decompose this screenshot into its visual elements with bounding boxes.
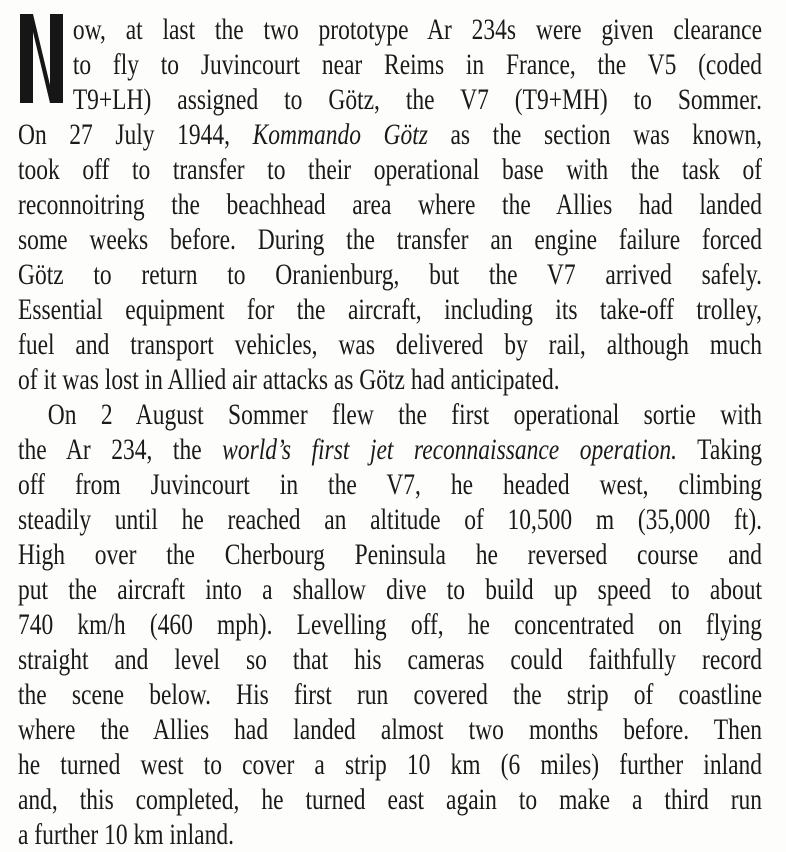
paragraph-2-line-7 — [18, 607, 762, 642]
text-segment: ow, at last the two prototype Ar 234s were given clearance — [72, 13, 763, 46]
text-segment: On 2 August Sommer flew the first operational sortie with — [47, 398, 763, 431]
text-segment: a further 10 km inland. — [18, 818, 234, 851]
paragraph-1-line-7 — [18, 222, 762, 257]
text-segment: High over the Cherbourg Peninsula he reversed course and — [18, 538, 763, 571]
paragraph-1-line-6 — [18, 187, 762, 222]
text-block — [18, 12, 762, 852]
paragraph-2-line-5 — [18, 537, 762, 572]
text-segment: to fly to Juvincourt near Reims in France, the V5 (coded — [72, 48, 763, 81]
text-segment: straight and level so that his cameras could faithfully record — [18, 643, 763, 676]
paragraph-2-line-9 — [18, 677, 762, 712]
italic-text-segment: world’s first jet reconnaissance operation. — [222, 433, 678, 466]
text-segment: of it was lost in Allied air attacks as Götz had anticipated. — [18, 363, 560, 396]
paragraph-1-line-9 — [18, 292, 762, 327]
text-segment: Götz to return to Oranienburg, but the V7 arrived safely. — [18, 258, 763, 291]
paragraph-1-line-5 — [18, 152, 762, 187]
paragraph-2-line-12 — [18, 782, 762, 817]
paragraph-1-line-1 — [18, 12, 762, 47]
paragraph-1-line-8 — [18, 257, 762, 292]
text-segment: T9+LH) assigned to Götz, the V7 (T9+MH) to Sommer. — [72, 83, 763, 116]
text-segment: put the aircraft into a shallow dive to build up speed to about — [18, 573, 763, 606]
text-segment: the Ar 234, the — [18, 433, 223, 466]
paragraph-2 — [18, 397, 762, 852]
text-segment: some weeks before. During the transfer an engine failure forced — [18, 223, 763, 256]
paragraph-1-line-2 — [18, 47, 762, 82]
paragraph-1-line-11 — [18, 362, 762, 397]
italic-text-segment: Kommando Götz — [252, 118, 428, 151]
paragraph-2-line-6 — [18, 572, 762, 607]
paragraph-1-line-3 — [18, 82, 762, 117]
text-segment: took off to transfer to their operational base with the task of — [18, 153, 763, 186]
text-segment: 740 km/h (460 mph). Levelling off, he concentrated on flying — [18, 608, 763, 641]
text-segment: reconnoitring the beachhead area where the Allies had landed — [18, 188, 763, 221]
text-segment: steadily until he reached an altitude of 10,500 m (35,000 ft). — [18, 503, 763, 536]
text-segment: as the section was known, — [427, 118, 763, 151]
text-segment: and, this completed, he turned east again to make a third run — [18, 783, 763, 816]
paragraph-1 — [18, 12, 762, 397]
text-segment: fuel and transport vehicles, was delivered by rail, although much — [18, 328, 763, 361]
paragraph-2-line-8 — [18, 642, 762, 677]
paragraph-2-line-11 — [18, 747, 762, 782]
paragraph-2-line-10 — [18, 712, 762, 747]
text-segment: Essential equipment for the aircraft, including its take-off trolley, — [18, 293, 763, 326]
text-segment: he turned west to cover a strip 10 km (6 miles) further inland — [18, 748, 763, 781]
text-segment: On 27 July 1944, — [18, 118, 253, 151]
text-segment: Taking — [677, 433, 763, 466]
paragraph-1-line-10 — [18, 327, 762, 362]
text-segment: off from Juvincourt in the V7, he headed west, climbing — [18, 468, 763, 501]
paragraph-2-line-13 — [18, 817, 762, 852]
paragraph-2-line-4 — [18, 502, 762, 537]
text-segment: the scene below. His first run covered the strip of coastline — [18, 678, 763, 711]
paragraph-2-line-3 — [18, 467, 762, 502]
paragraph-2-line-2 — [18, 432, 762, 467]
paragraph-1-line-4 — [18, 117, 762, 152]
paragraph-2-line-1 — [18, 397, 762, 432]
text-segment: where the Allies had landed almost two months before. Then — [18, 713, 763, 746]
